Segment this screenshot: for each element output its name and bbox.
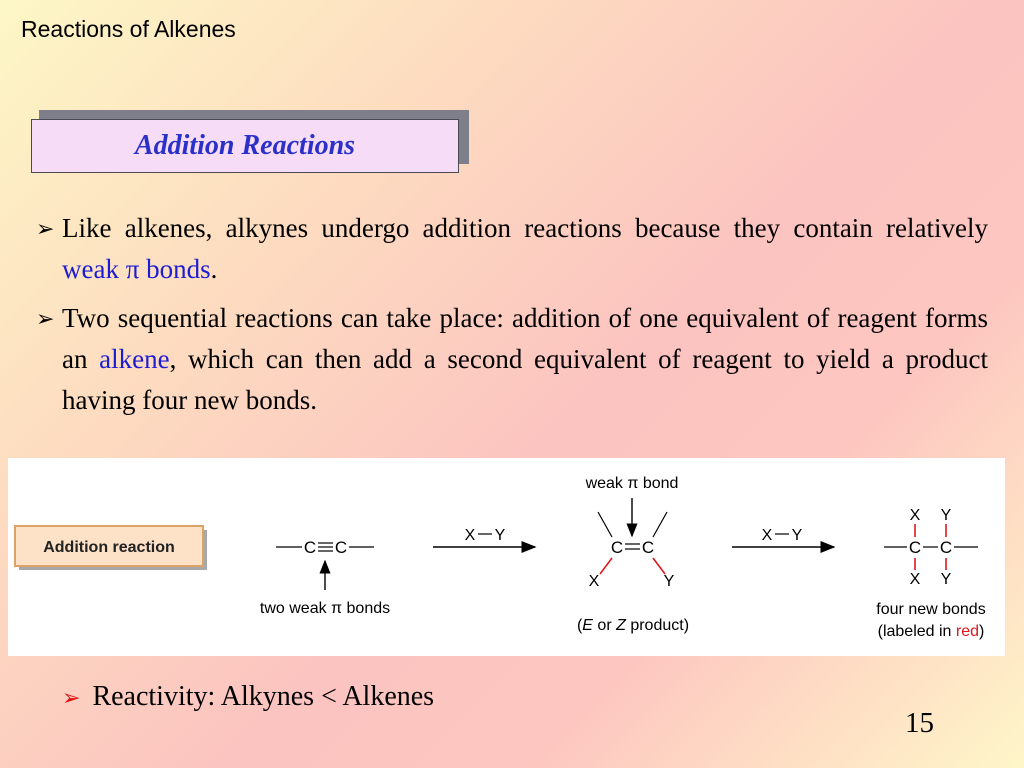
product-x-top: X xyxy=(909,507,921,524)
bullet-text: Like alkenes, alkynes undergo addition reactions because they contain relatively xyxy=(62,213,988,243)
bullet-text: . xyxy=(210,254,218,284)
alkene-carbon-1: C xyxy=(610,538,624,557)
product-caption-1: four new bonds xyxy=(876,601,986,618)
page-number: 15 xyxy=(905,707,934,739)
product-x-bottom: X xyxy=(909,571,921,588)
alkene-caption: (E or Z product) xyxy=(576,617,690,634)
pi-bond-label: weak π bond xyxy=(585,475,679,492)
badge-label: Addition reaction xyxy=(43,539,175,556)
highlight-text: weak π bonds xyxy=(62,254,211,284)
alkyne-carbon-2: C xyxy=(334,538,348,557)
bullet-item xyxy=(36,208,988,290)
alkyne-caption: two weak π bonds xyxy=(259,600,391,617)
new-bond-red xyxy=(653,558,665,574)
reagent-x: X xyxy=(464,527,476,544)
product-carbon-2: C xyxy=(939,538,953,557)
alkene-substituent-bond xyxy=(653,512,667,537)
arrow-bullet-icon: ➢ xyxy=(62,685,81,710)
alkene-y: Y xyxy=(663,573,675,590)
reagent-x: X xyxy=(761,527,773,544)
product-caption-2: (labeled in red) xyxy=(877,623,985,640)
addition-reaction-diagram xyxy=(8,458,1005,656)
alkene-x: X xyxy=(588,573,600,590)
product-carbon-1: C xyxy=(908,538,922,557)
reagent-y: Y xyxy=(494,527,506,544)
arrow-bullet-icon: ➢ xyxy=(36,306,55,331)
bullet-text: , which can then add a second equivalent of reagent to yield a product having four new bonds. xyxy=(62,344,988,415)
slide-title: Addition Reactions xyxy=(134,130,356,161)
slide-header: Reactions of Alkenes xyxy=(21,16,236,42)
product-y-bottom: Y xyxy=(940,571,952,588)
alkene-substituent-bond xyxy=(598,512,612,537)
bullet-text: Two sequential reactions can take place: addition of one equivalent of reagent forms an xyxy=(62,303,988,374)
bullet-list xyxy=(36,208,988,429)
arrow-bullet-icon: ➢ xyxy=(36,216,55,241)
highlight-text: alkene xyxy=(99,344,170,374)
reaction-scheme xyxy=(8,458,1005,656)
product-y-top: Y xyxy=(940,507,952,524)
reactivity-bullet xyxy=(62,681,434,713)
bullet-item xyxy=(36,298,988,421)
new-bond-red xyxy=(600,558,612,574)
slide-title-box xyxy=(31,119,459,173)
reagent-y: Y xyxy=(791,527,803,544)
alkene-carbon-2: C xyxy=(641,538,655,557)
alkyne-carbon-1: C xyxy=(303,538,317,557)
reactivity-text: Reactivity: Alkynes < Alkenes xyxy=(92,681,435,712)
